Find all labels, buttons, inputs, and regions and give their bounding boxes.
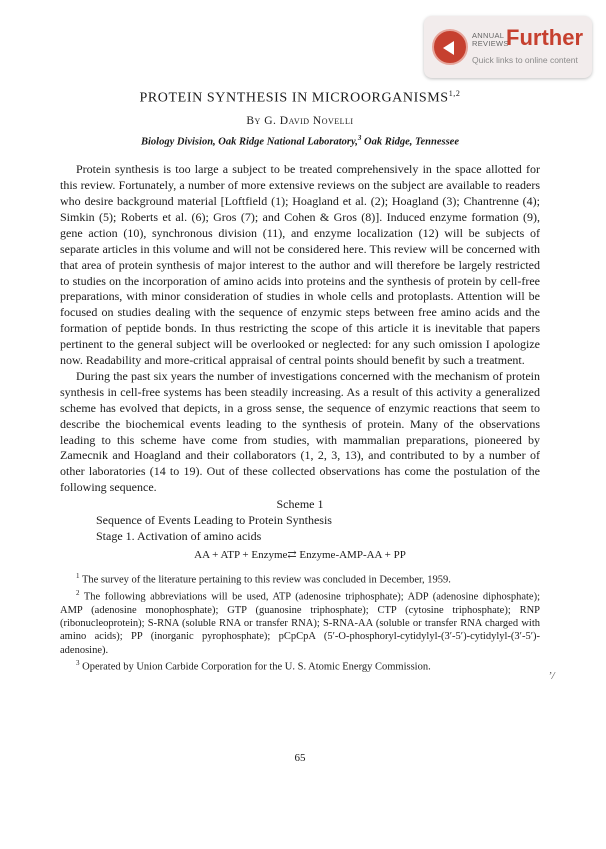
scheme-subtitle: Sequence of Events Leading to Protein Synthesis — [96, 513, 332, 528]
annual-reviews-logo-text: ANNUAL REVIEWS — [472, 31, 509, 48]
footnote-1: $^1$ The survey of the literature pertaining to this review was concluded in December, 1959. — [76, 572, 451, 586]
scheme-stage: Stage 1. Activation of amino acids — [96, 529, 262, 544]
affiliation-line: Biology Division, Oak Ridge National Laboratory,$^3$ Oak Ridge, Tennessee — [140, 133, 459, 148]
scheme-heading: Scheme 1 — [276, 497, 324, 512]
footnote-2: $^2$ The following abbreviations will be used, ATP (adenosine triphosphate); ADP (adenosine diphosphate); AMP (adenosine monophosphate); GTP (guanosine triphosphate); CTP (cytosine triphosphate); RNP (ribonucleoprotein); S-RNA (soluble RNA or transfer RNA); S-RNA-AA (soluble or transfer RNA charged with amino acids); PP (inorganic pyrophosphate); pCpCpA (5′-O-phosphoryl-cytidylyl-(3′-5′)-cytidylyl-(3′-5′)-adenosine). — [60, 588, 541, 656]
article-page — [60, 84, 541, 764]
play-back-icon — [432, 29, 468, 65]
footnote-3: $^3$ Operated by Union Carbide Corporation for the U. S. Atomic Energy Commission. — [76, 658, 431, 673]
quick-links-subtitle: Quick links to online content — [472, 55, 578, 65]
article-title: PROTEIN SYNTHESIS IN MICROORGANISMS$^{1,2}$ — [139, 89, 461, 106]
page-number: 65 — [294, 752, 306, 764]
further-badge[interactable] — [424, 16, 592, 78]
author-line: By G. David Novelli — [246, 114, 354, 127]
further-label: Further — [506, 25, 583, 50]
body-paragraph-2: During the past six years the number of investigations concerned with the mechanism of protein synthesis in cell-free systems has been steadily increasing. As a result of this activity a generalized scheme has evolved that depicts, in a gross sense, the sequence of enzymic reactions that seem to describe the biochemical events leading to the synthesis of protein. Many of the observations leading to this scheme have come from studies, with mammalian preparations, pioneered by Zamecnik and Hoagland and their collaborators (1, 2, 3, 13), and contributed to by a number of other laboratories (14 to 19). Out of these collected observations has come the postulation of the following sequence. — [60, 368, 540, 495]
reaction-equation: AA + ATP + Enzyme⇄ Enzyme-AMP-AA + PP — [194, 549, 406, 562]
body-paragraph-1: Protein synthesis is too large a subject to be treated comprehensively in the space allotted for this review. Fortunately, a number of more extensive reviews on the subject are available to readers who desire background material [Loftfield (1); Hoagland et al. (2); Hoagland (3); Chantrenne (4); Simkin (5); Roberts et al. (6); Gros (7); and Cohen & Gros (8)]. Induced enzyme formation (9), gene action (10), synchronous division (11), and enzyme localization (12) will be subjects of separate articles in this volume and will not be considered here. This review will be concerned with that area of protein synthesis of major interest to the author and will therefore be largely restricted to studies on the incorporation of amino acids into proteins and the synthesis of protein by cell-free preparations, with minor consideration of studies in whole cells and protoplasts. Attention will be focused on studies dealing with the sequence of enzymic steps between free amino acids and the formation of peptide bonds. In thus restricting the scope of this article it is inevitable that papers pertinent to the general subject will be overlooked or neglected: for any such omission I apologize now. Readability and more-critical appraisal of central points should benefit by such a treatment. — [60, 162, 540, 368]
margin-mark: ʼ/ — [548, 670, 555, 682]
